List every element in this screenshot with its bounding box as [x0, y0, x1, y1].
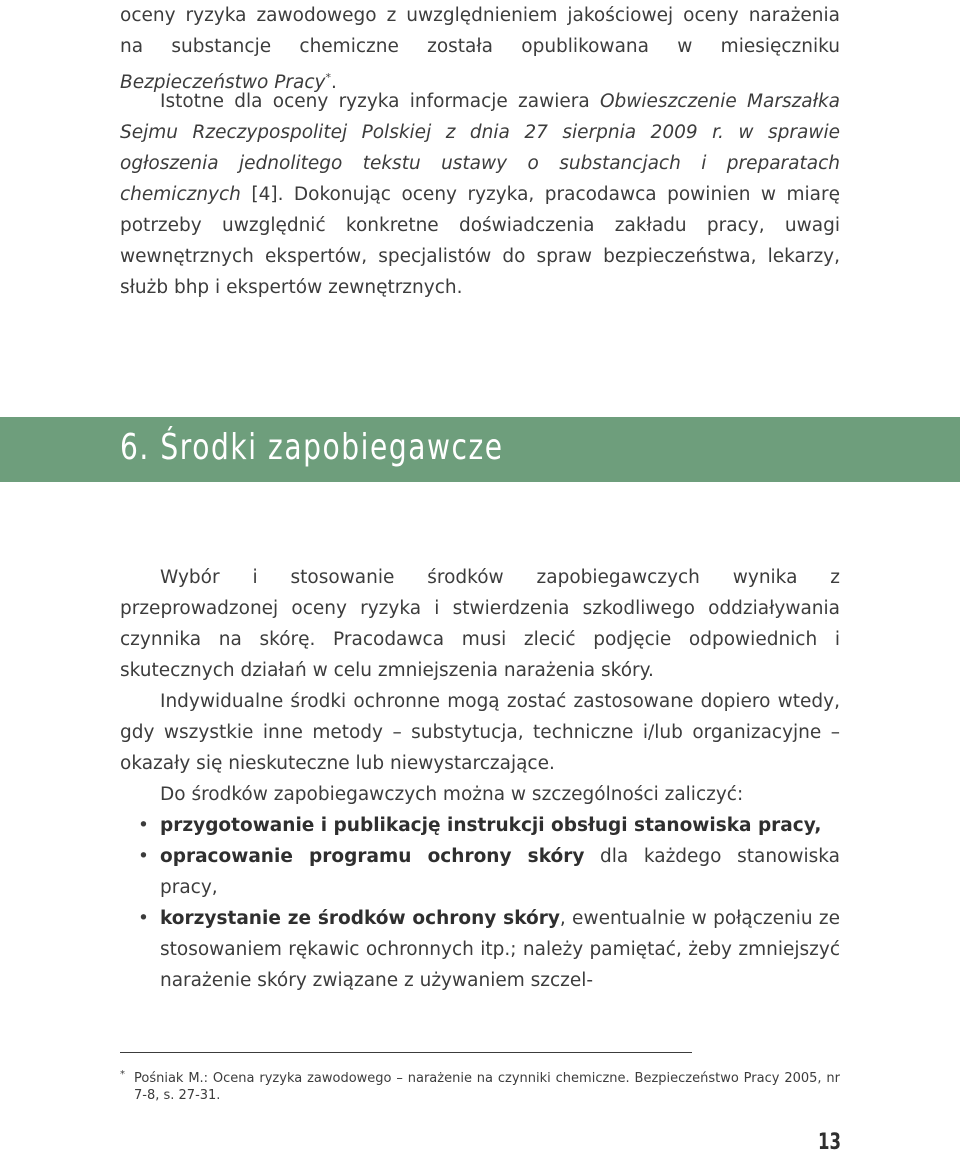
paragraph-text: oceny ryzyka zawodowego z uwzględnieniem jakościowej oceny narażenia na substancje chemiczne została opublikowana w miesięczniku	[120, 5, 840, 57]
footnote-ref: *	[325, 71, 331, 84]
list-item-bold: opracowanie programu ochrony skóry	[160, 846, 585, 867]
paragraph-assessment-publication	[120, 0, 840, 98]
bullet-icon: •	[138, 908, 149, 929]
paragraph-end: .	[330, 72, 337, 94]
footnote-divider	[120, 1052, 692, 1053]
list-item-bold: korzystanie ze środków ochrony skóry	[160, 908, 560, 929]
paragraph-text-continued: [4]. Dokonując oceny ryzyka, pracodawca powinien w miarę potrzeby uwzględnić konkretne doświadczenia zakładu pracy, uwagi wewnętrznych ekspertów, specjalistów do spraw bezpieczeństwa, lekarzy, służb bhp i ekspertów zewnętrznych.	[120, 184, 840, 298]
list-item	[138, 841, 841, 903]
paragraph-ppe: Indywidualne środki ochronne mogą zostać zastosowane dopiero wtedy, gdy wszystkie inne metody – substytucja, techniczne i/lub organizacyjne – okazały się nieskuteczne lub niewystarczające.	[120, 691, 840, 774]
list-item-bold: przygotowanie i publikację instrukcji obsługi stanowiska pracy,	[160, 815, 822, 836]
section-title: 6. Środki zapobiegawcze	[120, 427, 504, 468]
paragraph-regulation	[120, 86, 840, 303]
list-item-text: dla każdego stanowiska pracy,	[160, 846, 841, 898]
footnote-text: Pośniak M.: Ocena ryzyka zawodowego – narażenie na czynniki chemiczne. Bezpieczeństwo Pracy 2005, nr 7-8, s. 27-31.	[134, 1071, 840, 1103]
bullet-icon: •	[138, 815, 149, 836]
paragraph-text: Istotne dla oceny ryzyka informacje zawiera	[160, 91, 600, 112]
paragraph-selection: Wybór i stosowanie środków zapobiegawczych wynika z przeprowadzonej oceny ryzyka i stwierdzenia szkodliwego oddziaływania czynnika na skórę. Pracodawca musi zlecić podjęcie odpowiednich i skutecznych działań w celu zmniejszenia narażenia skóry.	[120, 567, 840, 681]
footnote-mark: *	[120, 1069, 125, 1080]
journal-title: Bezpieczeństwo Pracy	[120, 72, 326, 94]
paragraph-list-intro: Do środków zapobiegawczych można w szczególności zaliczyć:	[160, 784, 744, 805]
list-item	[138, 903, 840, 996]
footnote	[120, 1070, 840, 1104]
regulation-title: Obwieszczenie Marszałka Sejmu Rzeczypospolitej Polskiej z dnia 27 sierpnia 2009 r. w sprawie ogłoszenia jednolitego tekstu ustawy o substancjach i preparatach chemicznych	[120, 91, 840, 205]
preventive-measures-list	[138, 810, 841, 996]
list-item	[138, 810, 840, 841]
list-item-text: , ewentualnie w połączeniu ze stosowaniem rękawic ochronnych itp.; należy pamiętać, żeby zmniejszyć narażenie skóry związane z używaniem szczel-	[160, 908, 840, 991]
bullet-icon: •	[138, 846, 149, 867]
page-number: 13	[818, 1130, 841, 1155]
